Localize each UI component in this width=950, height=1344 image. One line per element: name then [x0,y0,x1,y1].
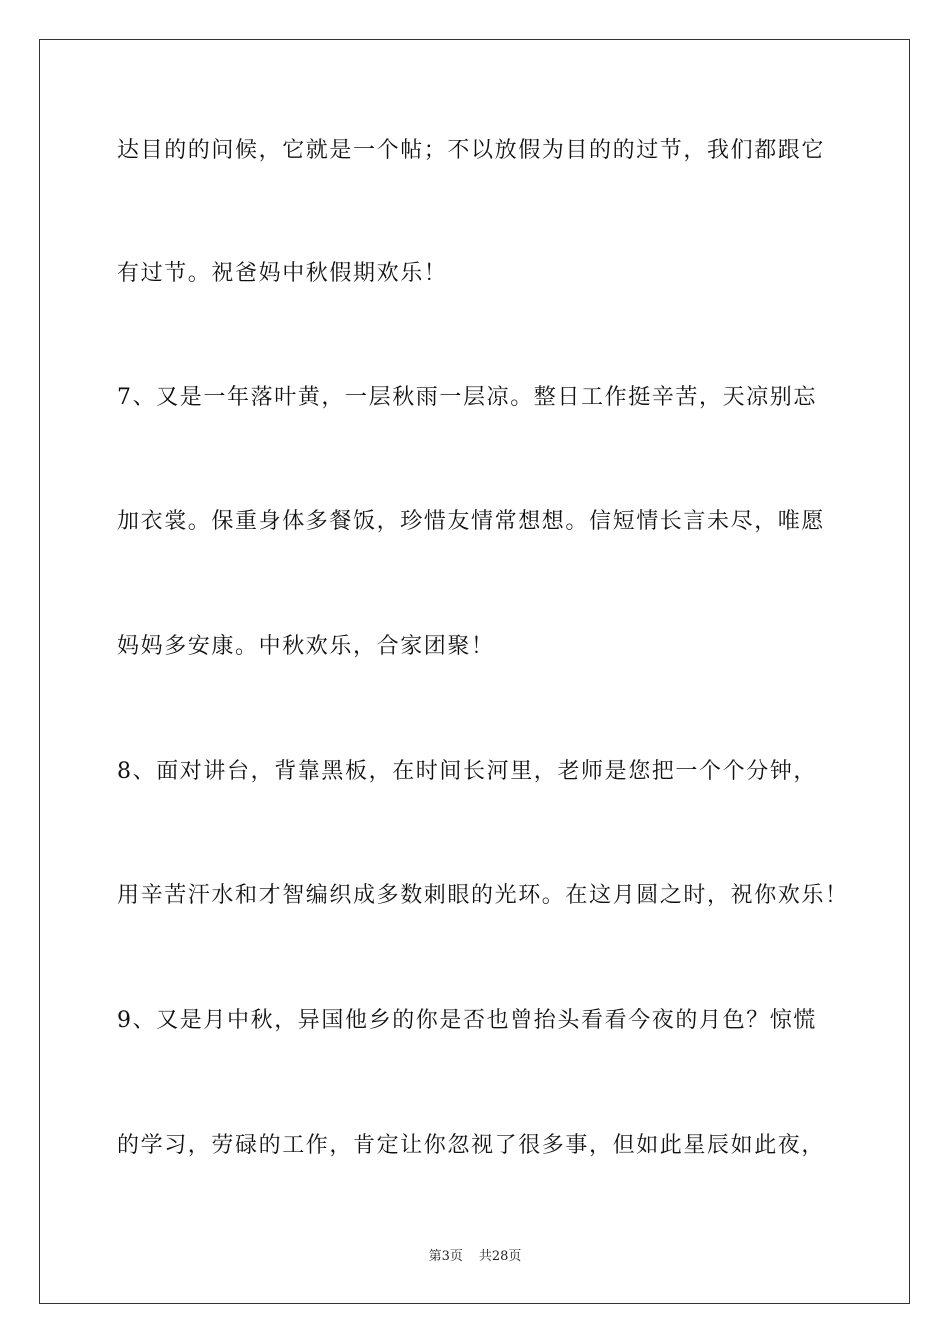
text-line-3: 7、又是一年落叶黄，一层秋雨一层凉。整日工作挺辛苦，天凉别忘 [117,385,817,410]
page-border [39,39,910,1304]
text-line-7: 用辛苦汗水和才智编织成多数刺眼的光环。在这月圆之时，祝你欢乐！ [117,883,849,908]
text-line-6: 8、面对讲台，背靠黑板，在时间长河里，老师是您把一个个分钟， [117,759,817,784]
text-line-5: 妈妈多安康。中秋欢乐，合家团聚！ [117,634,495,659]
text-line-9: 的学习，劳碌的工作，肯定让你忽视了很多事，但如此星辰如此夜， [117,1133,826,1158]
page-footer [0,1248,950,1266]
text-line-2: 有过节。祝爸妈中秋假期欢乐！ [117,261,448,286]
text-line-4: 加衣裳。保重身体多餐饭，珍惜友情常想想。信短情长言未尽，唯愿 [117,509,826,534]
page-number: 第3页 [428,1249,463,1264]
page-total: 共28页 [478,1249,522,1264]
text-line-8: 9、又是月中秋，异国他乡的你是否也曾抬头看看今夜的月色？惊慌 [117,1008,817,1033]
text-line-1: 达目的的问候，它就是一个帖；不以放假为目的的过节，我们都跟它 [117,138,826,163]
